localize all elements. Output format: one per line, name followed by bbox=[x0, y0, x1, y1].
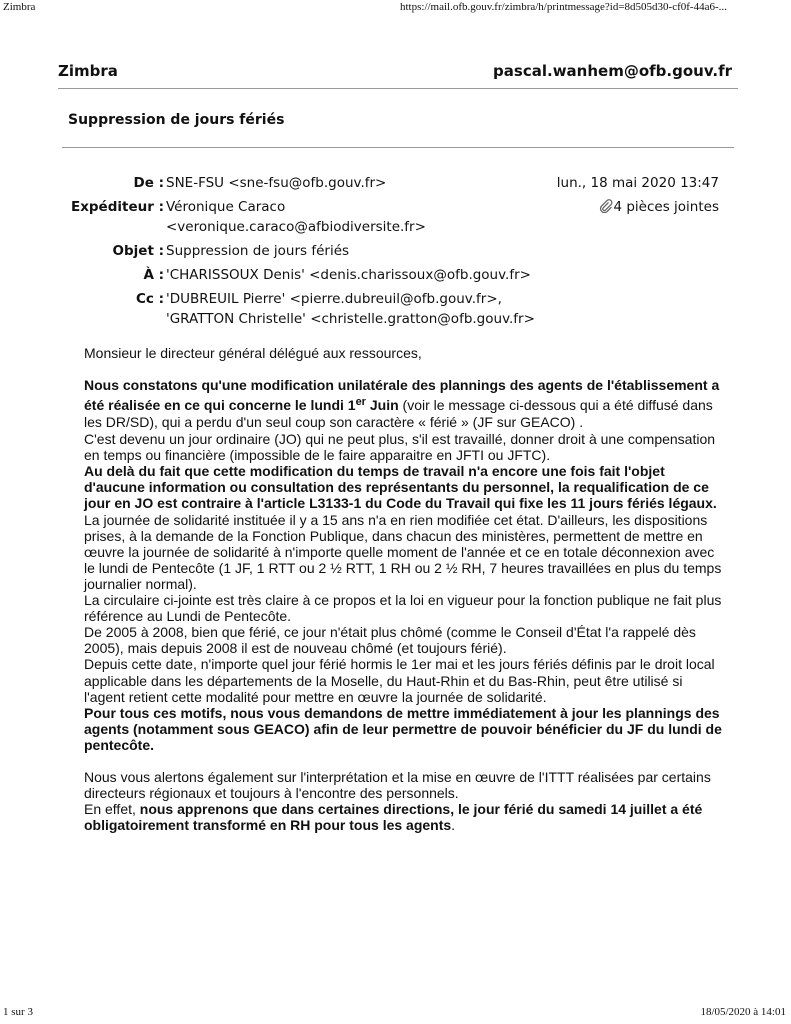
from-value: SNE-FSU <sne-fsu@ofb.gouv.fr> bbox=[166, 175, 387, 191]
to-label: À : bbox=[143, 267, 164, 283]
attachments-count: 4 pièces jointes bbox=[613, 199, 719, 215]
sender-name: Véronique Caraco bbox=[166, 199, 286, 215]
from-label: De : bbox=[133, 175, 164, 191]
paragraph-1: Nous constatons qu'une modification unilatérale des plannings des agents de l'établissement a été réalisée en ce qui concerne le lundi 1er Juin (voir le message ci-dessous qui a été diffusé dans les DR/SD), qui a perdu d'un seul coup son caractère « férié » (JF sur GEACO) . bbox=[84, 377, 720, 431]
paperclip-icon bbox=[599, 199, 613, 213]
paragraph-10: En effet, nous apprenons que dans certaines directions, le jour férié du samedi 14 juillet a été obligatoirement transformé en RH pour tous les agents. bbox=[84, 801, 703, 834]
message-body bbox=[84, 345, 724, 833]
paragraph-4: La journée de solidarité instituée il y a 15 ans n'a en rien modifiée cet état. D'ailleurs, les dispositions prises, à la demande de la Fonction Publique, dans chacun des ministères, permettent de mettre en œuvre la journée de solidarité à n'importe quelle moment de l'année et ce en totale déconnexion avec le lundi de Pentecôte (1 JF, 1 RTT ou 2 ½ RTT, 1 RH ou 2 ½ RH, 7 heures travaillées en plus du temps journalier normal). bbox=[84, 511, 722, 592]
message-date: lun., 18 mai 2020 13:47 bbox=[556, 175, 719, 191]
salutation: Monsieur le directeur général délégué aux ressources, bbox=[84, 345, 422, 361]
cc-value-2: 'GRATTON Christelle' <christelle.gratton@ofb.gouv.fr> bbox=[166, 311, 535, 327]
message-subject-title: Suppression de jours fériés bbox=[68, 112, 285, 128]
paragraph-6: De 2005 à 2008, bien que férié, ce jour n'était plus chômé (comme le Conseil d'État l'a rappelé dès 2005), mais depuis 2008 il est de nouveau chômé (et toujours férié). bbox=[84, 624, 696, 657]
to-value: 'CHARISSOUX Denis' <denis.charissoux@ofb.gouv.fr> bbox=[166, 267, 531, 283]
paragraph-5: La circulaire ci-jointe est très claire à ce propos et la loi en vigueur pour la fonction publique ne fait plus référence au Lundi de Pentecôte. bbox=[84, 592, 722, 625]
paragraph-7: Depuis cette date, n'importe quel jour férié hormis le 1er mai et les jours fériés définis par le droit local applicable dans les départements de la Moselle, du Haut-Rhin et du Bas-Rhin, peut être utilisé si l'agent retient cette modalité pour mettre en œuvre la journée de solidarité. bbox=[84, 656, 715, 705]
paragraph-3: Au delà du fait que cette modification du temps de travail n'a encore une fois fait l'objet d'aucune information ou consultation des représentants du personnel, la requalification de ce jour en JO est contraire à l'article L3133-1 du Code du Travail qui fixe les 11 jours fériés légaux. bbox=[84, 463, 717, 512]
subject-value: Suppression de jours fériés bbox=[166, 243, 350, 259]
cc-value-1: 'DUBREUIL Pierre' <pierre.dubreuil@ofb.gouv.fr>, bbox=[166, 291, 502, 307]
app-name: Zimbra bbox=[58, 62, 118, 80]
paragraph-8: Pour tous ces motifs, nous vous demandons de mettre immédiatement à jour les plannings des agents (notamment sous GEACO) afin de leur permettre de pouvoir bénéficier du JF du lundi de pentecôte. bbox=[84, 704, 722, 753]
cc-label: Cc : bbox=[135, 291, 164, 307]
print-date: 18/05/2020 à 14:01 bbox=[700, 1006, 786, 1018]
paragraph-2: C'est devenu un jour ordinaire (JO) qui ne peut plus, s'il est travaillé, donner droit à une compensation en temps ou financière (impossible de le faire apparaitre en JFTI ou JFTC). bbox=[84, 431, 716, 464]
page-number: 1 sur 3 bbox=[3, 1006, 33, 1018]
print-header-title: Zimbra bbox=[3, 1, 36, 13]
header-divider bbox=[58, 88, 738, 89]
subject-label: Objet : bbox=[112, 243, 164, 259]
paragraph-9: Nous vous alertons également sur l'interprétation et la mise en œuvre de l'ITTT réalisées par certains directeurs régionaux et toujours à l'encontre des personnels. bbox=[84, 768, 711, 802]
sender-email: <veronique.caraco@afbiodiversite.fr> bbox=[166, 219, 426, 235]
attachments-link[interactable] bbox=[599, 199, 719, 215]
print-header-url: https://mail.ofb.gouv.fr/zimbra/h/printmessage?id=8d505d30-cf0f-44a6-... bbox=[400, 1, 727, 13]
user-email: pascal.wanhem@ofb.gouv.fr bbox=[493, 62, 732, 80]
subject-divider bbox=[62, 147, 734, 148]
sender-label: Expéditeur : bbox=[70, 199, 164, 215]
